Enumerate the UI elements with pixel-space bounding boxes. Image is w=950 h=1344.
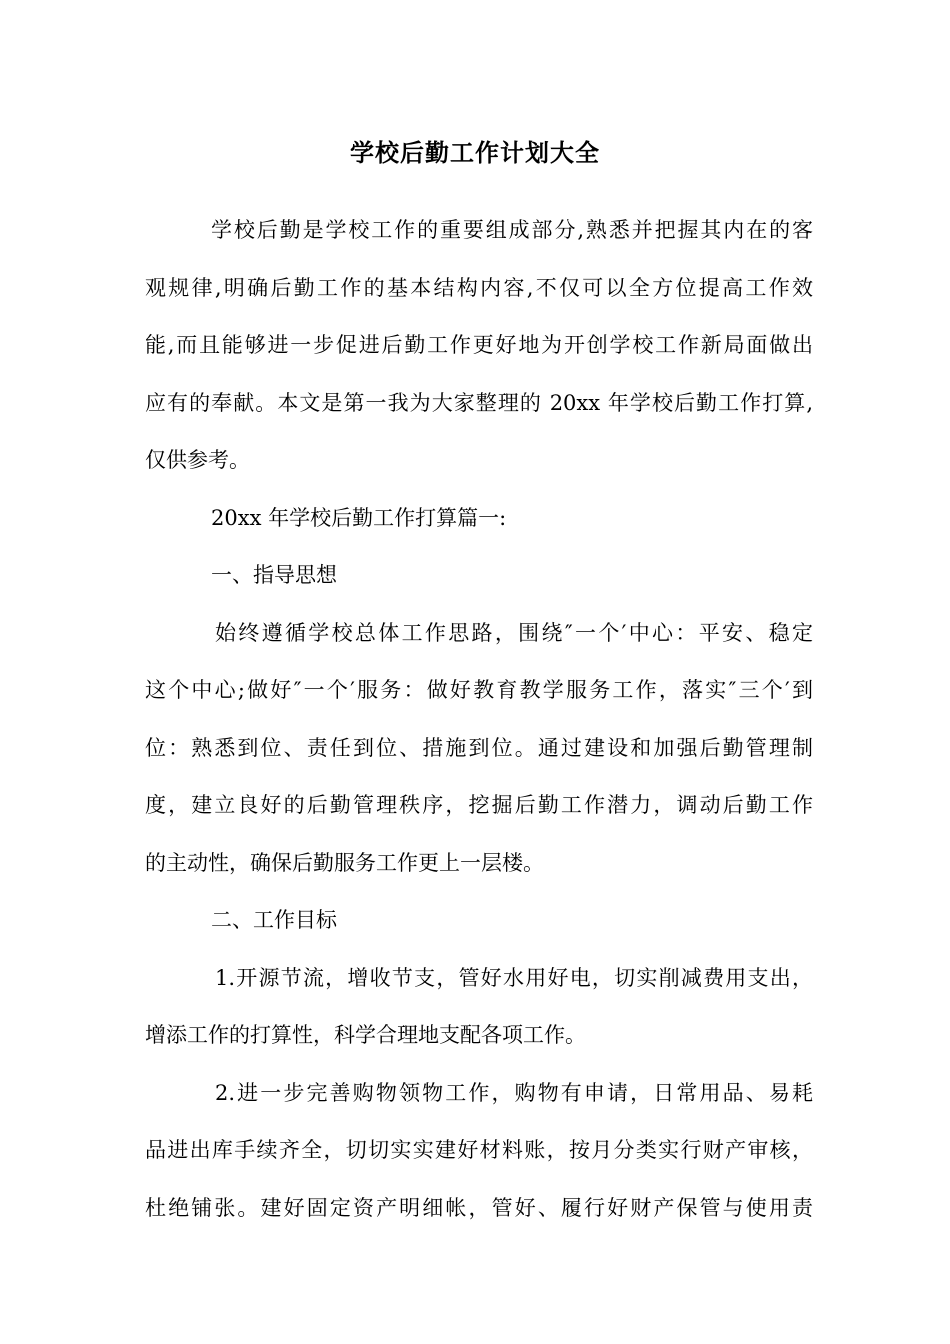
goal-2-line: 2.进一步完善购物领物工作，购物有申请，日常用品、易耗 [215, 1080, 813, 1105]
guiding-line: 始终遵循学校总体工作思路，围绕″一个′中心：平安、稳定 [215, 620, 813, 645]
goal-1-paragraph [145, 950, 813, 1065]
section-heading: 20xx 年学校后勤工作打算篇一: [211, 505, 507, 530]
guiding-line: 的主动性，确保后勤服务工作更上一层楼。 [145, 850, 544, 875]
document-title: 学校后勤工作计划大全 [350, 138, 600, 167]
guiding-paragraph [145, 605, 813, 893]
goal-2-line: 品进出库手续齐全，切切实实建好材料账，按月分类实行财产审核， [145, 1138, 813, 1162]
goal-2-paragraph [145, 1065, 813, 1238]
goal-2-line: 杜绝铺张。建好固定资产明细帐，管好、履行好财产保管与使用责 [145, 1195, 813, 1220]
intro-line: 能,而且能够进一步促进后勤工作更好地为开创学校工作新局面做出 [145, 333, 813, 357]
goal-1-line: 增添工作的打算性，科学合理地支配各项工作。 [145, 1023, 586, 1047]
guiding-line: 度，建立良好的后勤管理秩序，挖掘后勤工作潜力，调动后勤工作 [145, 793, 813, 817]
intro-line: 仅供参考。 [145, 448, 250, 472]
heading-work-goals: 二、工作目标 [211, 908, 337, 932]
document-body [145, 202, 813, 1237]
guiding-line: 这个中心;做好″一个′服务：做好教育教学服务工作，落实″三个′到 [145, 678, 813, 702]
intro-line: 应有的奉献。本文是第一我为大家整理的 20xx 年学校后勤工作打算, [145, 390, 813, 415]
intro-paragraph [145, 202, 813, 490]
intro-line: 观规律,明确后勤工作的基本结构内容,不仅可以全方位提高工作效 [145, 275, 813, 300]
guiding-line: 位：熟悉到位、责任到位、措施到位。通过建设和加强后勤管理制 [145, 735, 813, 760]
heading-guiding-thought: 一、指导思想 [211, 563, 337, 587]
intro-line: 学校后勤是学校工作的重要组成部分,熟悉并把握其内在的客 [211, 218, 813, 242]
goal-1-line: 1.开源节流，增收节支，管好水用好电，切实削减费用支出， [215, 965, 813, 990]
